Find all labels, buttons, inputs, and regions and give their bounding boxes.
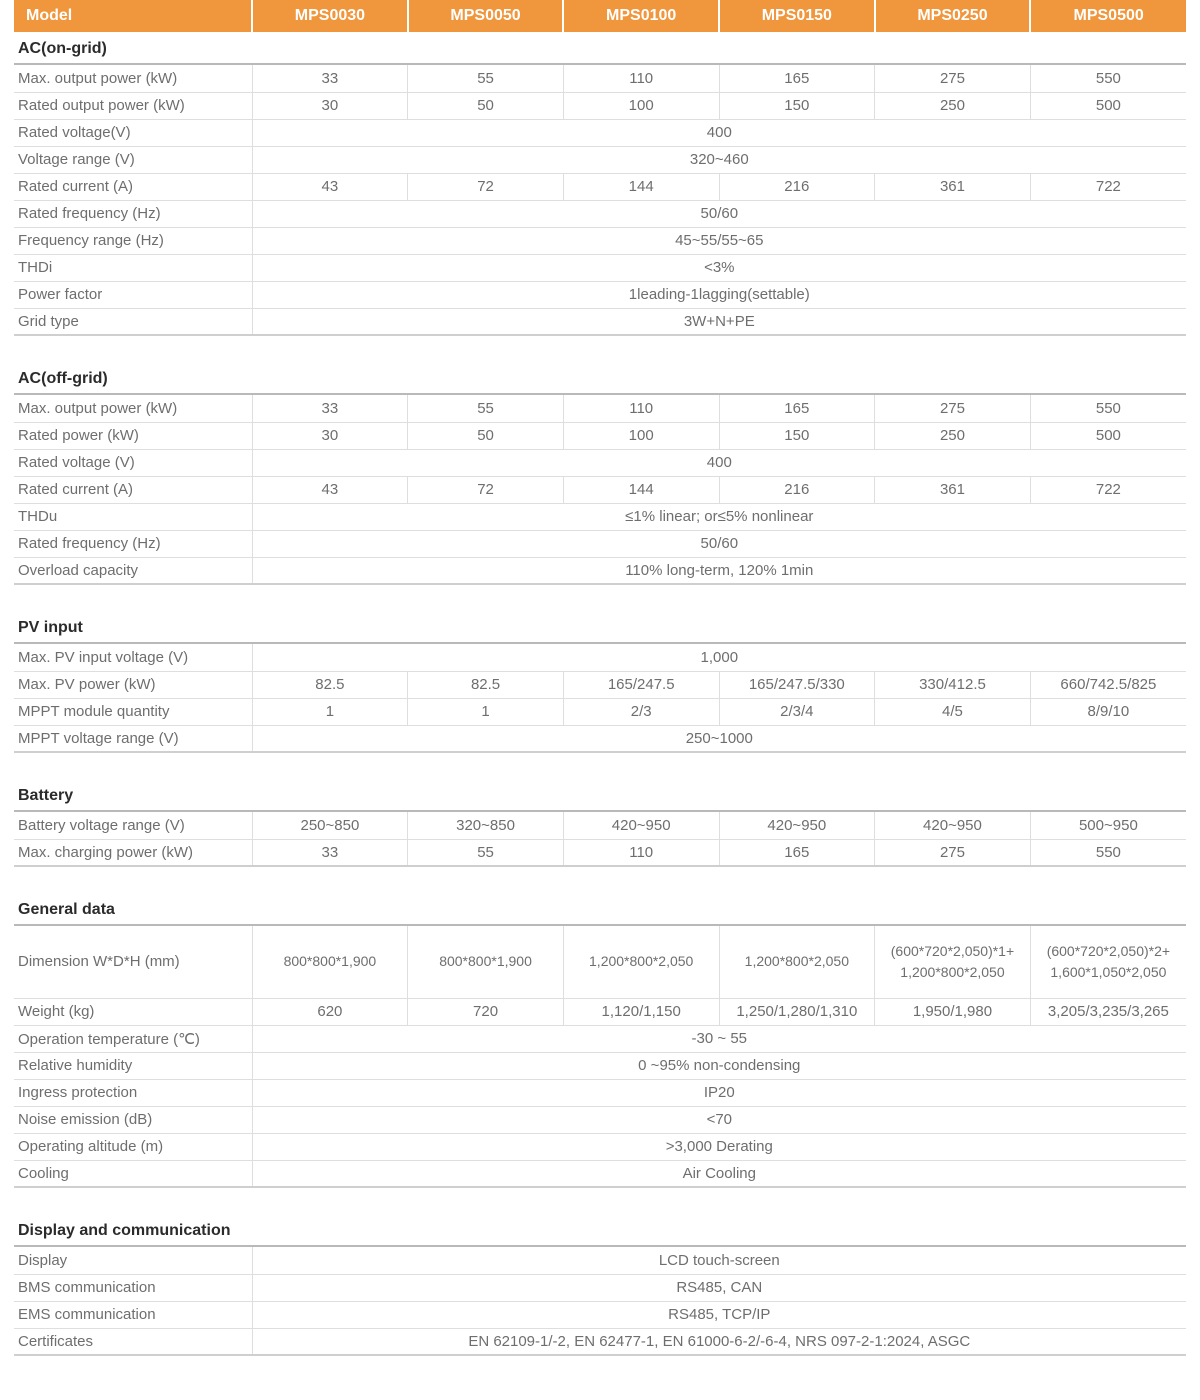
section-title-display-and-communication: Display and communication <box>18 1222 231 1239</box>
table-row <box>14 254 1186 281</box>
row-label: Display <box>14 1247 252 1274</box>
row-value-mps0100: 144 <box>563 476 719 503</box>
row-value-mps0500: 660/742.5/825 <box>1030 671 1186 698</box>
table-row <box>14 173 1186 200</box>
table-row <box>14 926 1186 998</box>
row-value-mps0100: 110 <box>563 839 719 866</box>
row-value-mps0250: (600*720*2,050)*1+ 1,200*800*2,050 <box>875 926 1031 998</box>
row-value-mps0050: 50 <box>408 422 564 449</box>
section-title-battery: Battery <box>18 787 74 804</box>
row-value-mps0500: 722 <box>1030 476 1186 503</box>
row-value-mps0500: 8/9/10 <box>1030 698 1186 725</box>
table-row <box>14 476 1186 503</box>
section-title-row <box>14 752 1186 810</box>
row-label: MPPT voltage range (V) <box>14 725 252 752</box>
row-label: BMS communication <box>14 1274 252 1301</box>
row-label: Rated frequency (Hz) <box>14 530 252 557</box>
row-value-all-models: RS485, TCP/IP <box>252 1301 1186 1328</box>
row-value-mps0050: 720 <box>408 998 564 1025</box>
row-value-mps0030: 33 <box>252 65 408 92</box>
row-value-mps0100: 2/3 <box>563 698 719 725</box>
row-value-mps0100: 144 <box>563 173 719 200</box>
table-row <box>14 725 1186 752</box>
row-value-mps0150: 165/247.5/330 <box>719 671 875 698</box>
row-value-mps0100: 1,120/1,150 <box>563 998 719 1025</box>
row-value-mps0150: 165 <box>719 395 875 422</box>
table-row <box>14 698 1186 725</box>
row-label: EMS communication <box>14 1301 252 1328</box>
table-row <box>14 281 1186 308</box>
table-header-row <box>14 0 1186 32</box>
section-title-row <box>14 866 1186 924</box>
row-value-all-models: 320~460 <box>252 146 1186 173</box>
row-value-all-models: EN 62109-1/-2, EN 62477-1, EN 61000-6-2/-6-4, NRS 097-2-1:2024, ASGC <box>252 1328 1186 1355</box>
row-value-mps0100: 420~950 <box>563 812 719 839</box>
row-label: Frequency range (Hz) <box>14 227 252 254</box>
table-row <box>14 395 1186 422</box>
header-model-mps0030: MPS0030 <box>252 0 408 32</box>
header-model-mps0050: MPS0050 <box>408 0 564 32</box>
table-row <box>14 1328 1186 1355</box>
table-row <box>14 92 1186 119</box>
table-row <box>14 530 1186 557</box>
row-value-mps0250: 275 <box>875 839 1031 866</box>
row-value-all-models: ≤1% linear; or≤5% nonlinear <box>252 503 1186 530</box>
row-label: MPPT module quantity <box>14 698 252 725</box>
row-value-mps0250: 275 <box>875 65 1031 92</box>
row-value-mps0500: 550 <box>1030 395 1186 422</box>
row-label: Operating altitude (m) <box>14 1133 252 1160</box>
table-row <box>14 119 1186 146</box>
row-value-mps0100: 110 <box>563 395 719 422</box>
row-value-mps0150: 1,200*800*2,050 <box>719 926 875 998</box>
row-value-mps0050: 320~850 <box>408 812 564 839</box>
table-row <box>14 1106 1186 1133</box>
table-row <box>14 839 1186 866</box>
row-value-mps0100: 100 <box>563 422 719 449</box>
row-label: Power factor <box>14 281 252 308</box>
section-title-row <box>14 32 1186 63</box>
row-value-mps0500: 550 <box>1030 65 1186 92</box>
row-label: Rated voltage(V) <box>14 119 252 146</box>
row-value-mps0500: 550 <box>1030 839 1186 866</box>
row-label: Max. output power (kW) <box>14 395 252 422</box>
row-value-all-models: Air Cooling <box>252 1160 1186 1187</box>
table-row <box>14 1247 1186 1274</box>
row-value-mps0250: 420~950 <box>875 812 1031 839</box>
row-label: Rated output power (kW) <box>14 92 252 119</box>
row-value-all-models: <70 <box>252 1106 1186 1133</box>
row-value-all-models: LCD touch-screen <box>252 1247 1186 1274</box>
row-value-mps0030: 33 <box>252 395 408 422</box>
row-value-mps0030: 82.5 <box>252 671 408 698</box>
row-value-all-models: 3W+N+PE <box>252 308 1186 335</box>
row-value-mps0150: 165 <box>719 65 875 92</box>
section-title-pv-input: PV input <box>18 619 83 636</box>
row-value-mps0150: 216 <box>719 476 875 503</box>
table-row <box>14 1079 1186 1106</box>
table-row <box>14 812 1186 839</box>
row-value-all-models: 400 <box>252 449 1186 476</box>
row-value-mps0050: 72 <box>408 173 564 200</box>
table-row <box>14 998 1186 1025</box>
table-row <box>14 200 1186 227</box>
row-value-mps0050: 55 <box>408 395 564 422</box>
row-value-mps0050: 55 <box>408 65 564 92</box>
row-value-mps0150: 1,250/1,280/1,310 <box>719 998 875 1025</box>
table-row <box>14 146 1186 173</box>
table-row <box>14 557 1186 584</box>
row-label: Rated current (A) <box>14 476 252 503</box>
row-value-all-models: 1leading-1lagging(settable) <box>252 281 1186 308</box>
row-value-mps0250: 361 <box>875 173 1031 200</box>
row-value-mps0030: 43 <box>252 173 408 200</box>
table-row <box>14 1274 1186 1301</box>
section-title-row <box>14 584 1186 642</box>
table-row <box>14 449 1186 476</box>
row-label: Cooling <box>14 1160 252 1187</box>
row-label: Ingress protection <box>14 1079 252 1106</box>
section-title-row <box>14 1187 1186 1245</box>
row-value-mps0030: 800*800*1,900 <box>252 926 408 998</box>
row-label: Max. output power (kW) <box>14 65 252 92</box>
row-value-all-models: 1,000 <box>252 644 1186 671</box>
row-label: THDu <box>14 503 252 530</box>
row-value-mps0500: 500 <box>1030 422 1186 449</box>
row-value-all-models: 110% long-term, 120% 1min <box>252 557 1186 584</box>
row-label: Weight (kg) <box>14 998 252 1025</box>
header-model-mps0150: MPS0150 <box>719 0 875 32</box>
row-label: Operation temperature (℃) <box>14 1025 252 1052</box>
row-value-mps0030: 250~850 <box>252 812 408 839</box>
row-value-mps0050: 55 <box>408 839 564 866</box>
row-value-all-models: -30 ~ 55 <box>252 1025 1186 1052</box>
row-label: Noise emission (dB) <box>14 1106 252 1133</box>
table-row <box>14 644 1186 671</box>
row-value-mps0250: 1,950/1,980 <box>875 998 1031 1025</box>
row-label: Rated power (kW) <box>14 422 252 449</box>
table-row <box>14 503 1186 530</box>
row-label: Rated voltage (V) <box>14 449 252 476</box>
row-value-mps0100: 165/247.5 <box>563 671 719 698</box>
row-value-mps0500: (600*720*2,050)*2+ 1,600*1,050*2,050 <box>1030 926 1186 998</box>
header-model-label: Model <box>14 0 252 32</box>
row-label: Max. charging power (kW) <box>14 839 252 866</box>
row-value-mps0150: 150 <box>719 92 875 119</box>
row-value-mps0100: 110 <box>563 65 719 92</box>
row-value-all-models: RS485, CAN <box>252 1274 1186 1301</box>
table-row <box>14 671 1186 698</box>
row-value-all-models: 45~55/55~65 <box>252 227 1186 254</box>
row-value-all-models: 400 <box>252 119 1186 146</box>
row-value-mps0030: 33 <box>252 839 408 866</box>
row-label: Voltage range (V) <box>14 146 252 173</box>
row-label: Rated current (A) <box>14 173 252 200</box>
row-value-mps0050: 800*800*1,900 <box>408 926 564 998</box>
row-value-mps0030: 43 <box>252 476 408 503</box>
header-model-mps0100: MPS0100 <box>563 0 719 32</box>
row-label: Max. PV power (kW) <box>14 671 252 698</box>
row-value-mps0250: 250 <box>875 422 1031 449</box>
row-value-mps0250: 275 <box>875 395 1031 422</box>
row-value-mps0030: 1 <box>252 698 408 725</box>
row-value-mps0050: 72 <box>408 476 564 503</box>
table-row <box>14 1160 1186 1187</box>
row-label: Dimension W*D*H (mm) <box>14 926 252 998</box>
table-row <box>14 308 1186 335</box>
row-value-mps0150: 216 <box>719 173 875 200</box>
row-value-mps0100: 1,200*800*2,050 <box>563 926 719 998</box>
row-value-mps0030: 30 <box>252 422 408 449</box>
row-value-mps0150: 150 <box>719 422 875 449</box>
row-label: Battery voltage range (V) <box>14 812 252 839</box>
row-value-mps0100: 100 <box>563 92 719 119</box>
row-value-mps0500: 3,205/3,235/3,265 <box>1030 998 1186 1025</box>
table-row <box>14 422 1186 449</box>
row-value-all-models: 50/60 <box>252 530 1186 557</box>
row-value-mps0050: 50 <box>408 92 564 119</box>
row-value-mps0250: 330/412.5 <box>875 671 1031 698</box>
table-row <box>14 227 1186 254</box>
table-row <box>14 1025 1186 1052</box>
row-value-all-models: >3,000 Derating <box>252 1133 1186 1160</box>
row-value-all-models: 0 ~95% non-condensing <box>252 1052 1186 1079</box>
specification-table <box>14 0 1186 1356</box>
table-row <box>14 1133 1186 1160</box>
row-label: Rated frequency (Hz) <box>14 200 252 227</box>
section-title-row <box>14 335 1186 393</box>
table-row <box>14 1052 1186 1079</box>
row-value-mps0150: 420~950 <box>719 812 875 839</box>
row-value-all-models: <3% <box>252 254 1186 281</box>
row-value-mps0500: 500 <box>1030 92 1186 119</box>
row-label: Grid type <box>14 308 252 335</box>
row-label: Overload capacity <box>14 557 252 584</box>
row-value-all-models: 250~1000 <box>252 725 1186 752</box>
row-value-mps0500: 722 <box>1030 173 1186 200</box>
row-value-mps0150: 165 <box>719 839 875 866</box>
row-value-mps0500: 500~950 <box>1030 812 1186 839</box>
row-value-mps0250: 361 <box>875 476 1031 503</box>
row-value-all-models: 50/60 <box>252 200 1186 227</box>
row-value-mps0050: 1 <box>408 698 564 725</box>
row-value-mps0250: 4/5 <box>875 698 1031 725</box>
section-title-general-data: General data <box>18 901 115 918</box>
table-row <box>14 65 1186 92</box>
row-value-mps0150: 2/3/4 <box>719 698 875 725</box>
row-value-mps0030: 620 <box>252 998 408 1025</box>
row-value-mps0050: 82.5 <box>408 671 564 698</box>
row-value-mps0250: 250 <box>875 92 1031 119</box>
section-title-ac-on-grid: AC(on-grid) <box>18 40 107 57</box>
row-label: THDi <box>14 254 252 281</box>
table-row <box>14 1301 1186 1328</box>
row-label: Max. PV input voltage (V) <box>14 644 252 671</box>
row-value-mps0030: 30 <box>252 92 408 119</box>
section-title-ac-off-grid: AC(off-grid) <box>18 370 108 387</box>
row-label: Certificates <box>14 1328 252 1355</box>
row-label: Relative humidity <box>14 1052 252 1079</box>
row-value-all-models: IP20 <box>252 1079 1186 1106</box>
header-model-mps0500: MPS0500 <box>1030 0 1186 32</box>
header-model-mps0250: MPS0250 <box>875 0 1031 32</box>
